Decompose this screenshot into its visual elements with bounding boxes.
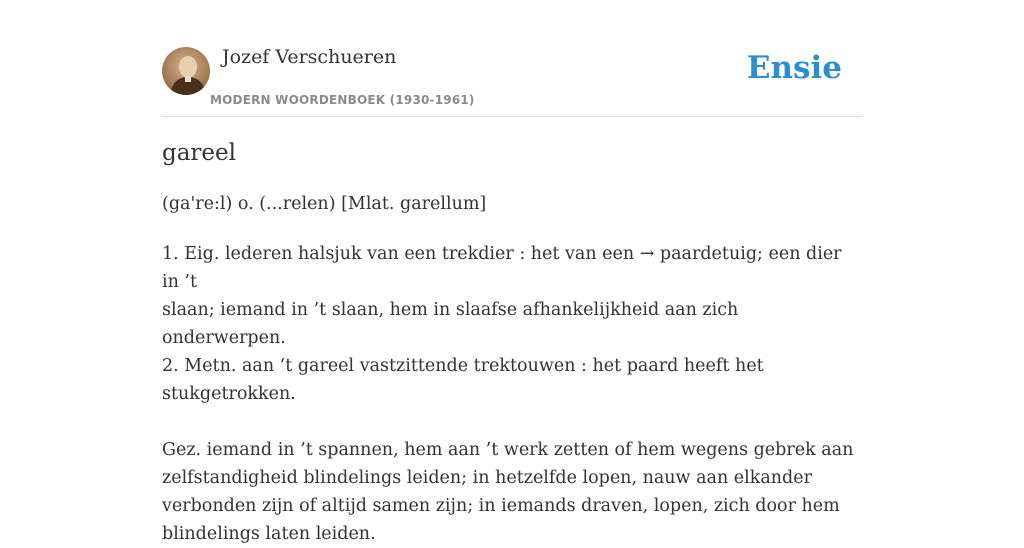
author-name[interactable]: Jozef Verschueren (222, 46, 397, 68)
paragraph-gap (162, 408, 862, 436)
source-label[interactable]: MODERN WOORDENBOEK (1930-1961) (210, 93, 475, 107)
expression-line: verbonden zijn of altijd samen zijn; in iemands draven, lopen, zich door hem (162, 496, 840, 516)
site-logo[interactable]: Ensie (746, 50, 842, 86)
entry-body (162, 240, 862, 548)
entry-header (162, 0, 862, 117)
entry-card (162, 0, 862, 544)
expression-line: Gez. iemand in ’t spannen, hem aan ’t werk zetten of hem wegens gebrek aan (162, 440, 854, 460)
definition-line: 1. Eig. lederen halsjuk van een trekdier : het van een → paardetuig; een dier in ’t (162, 244, 842, 292)
definition-line: stukgetrokken. (162, 384, 296, 404)
definition-line: slaan; iemand in ’t slaan, hem in slaafse afhankelijkheid aan zich onderwerpen. (162, 300, 739, 348)
definition-line: 2. Metn. aan ‘t gareel vastzittende trektouwen : het paard heeft het (162, 356, 764, 376)
expression-line: zelfstandigheid blindelings leiden; in hetzelfde lopen, nauw aan elkander (162, 468, 812, 488)
entry-pronunciation: (ga're:l) o. (...relen) [Mlat. garellum] (162, 194, 487, 214)
expression-line: blindelings laten leiden. (162, 524, 376, 544)
entry-title: gareel (162, 140, 237, 166)
author-avatar[interactable] (162, 47, 210, 95)
